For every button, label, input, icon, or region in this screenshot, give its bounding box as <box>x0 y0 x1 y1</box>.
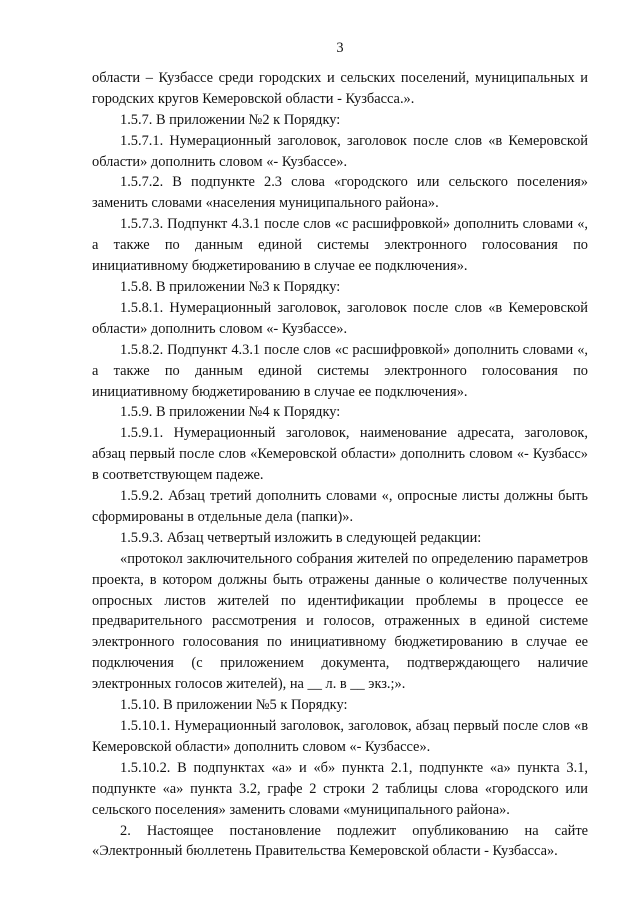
paragraph: 1.5.7.1. Нумерационный заголовок, заголовок после слов «в Кемеровской области» дополнить словом «- Кузбассе». <box>92 132 588 170</box>
paragraph: 1.5.9. В приложении №4 к Порядку: <box>120 404 341 421</box>
document-body <box>92 68 588 862</box>
paragraph: 1.5.9.2. Абзац третий дополнить словами «, опросные листы должны быть сформированы в отдельные дела (папки)». <box>92 488 588 525</box>
paragraph: 1.5.10.2. В подпунктах «а» и «б» пункта 2.1, подпункте «а» пункта 3.1, подпункте «а» пункта 3.2, графе 2 строки 2 таблицы слова «городского или сельского поселения» заменить словами «муниципального района». <box>92 759 588 818</box>
paragraph: 1.5.8. В приложении №3 к Порядку: <box>120 278 341 295</box>
paragraph: области – Кузбассе среди городских и сельских поселений, муниципальных и городских кругов Кемеровской области - Кузбасса.». <box>92 69 588 107</box>
paragraph: 1.5.7.3. Подпункт 4.3.1 после слов «с расшифровкой» дополнить словами «, а также по данным единой системы электронного голосования по инициативному бюджетированию в случае ее подключения». <box>92 216 588 275</box>
document-page <box>92 38 588 862</box>
paragraph: 1.5.7.2. В подпункте 2.3 слова «городского или сельского поселения» заменить словами «населения муниципального района». <box>92 174 588 212</box>
paragraph: 2. Настоящее постановление подлежит опубликованию на сайте «Электронный бюллетень Правительства Кемеровской области - Кузбасса». <box>92 822 588 860</box>
paragraph: 1.5.10. В приложении №5 к Порядку: <box>120 697 348 714</box>
paragraph: 1.5.9.3. Абзац четвертый изложить в следующей редакции: <box>120 529 482 546</box>
paragraph: 1.5.8.2. Подпункт 4.3.1 после слов «с расшифровкой» дополнить словами «, а также по данным единой системы электронного голосования по инициативному бюджетированию в случае ее подключения». <box>92 341 588 400</box>
page-number: 3 <box>336 40 344 56</box>
paragraph: 1.5.7. В приложении №2 к Порядку: <box>120 111 341 128</box>
paragraph: «протокол заключительного собрания жителей по определению параметров проекта, в котором должны быть отражены данные о количестве полученных опросных листов жителей по идентификации проблемы в процессе ее предварительного рассмотрения и голосов, отраженных в единой системе электронного голосования по инициативному бюджетированию в случае ее подключения (с приложением документа, подтверждающего наличие электронных голосов жителей), на __ л. в __ экз.;». <box>92 550 588 693</box>
paragraph: 1.5.8.1. Нумерационный заголовок, заголовок после слов «в Кемеровской области» дополнить словом «- Кузбассе». <box>92 299 588 337</box>
paragraph: 1.5.10.1. Нумерационный заголовок, заголовок, абзац первый после слов «в Кемеровской области» дополнить словом «- Кузбассе». <box>92 718 588 755</box>
paragraph: 1.5.9.1. Нумерационный заголовок, наименование адресата, заголовок, абзац первый после слов «Кемеровской области» дополнить словом «- Кузбасс» в соответствующем падеже. <box>92 425 588 484</box>
